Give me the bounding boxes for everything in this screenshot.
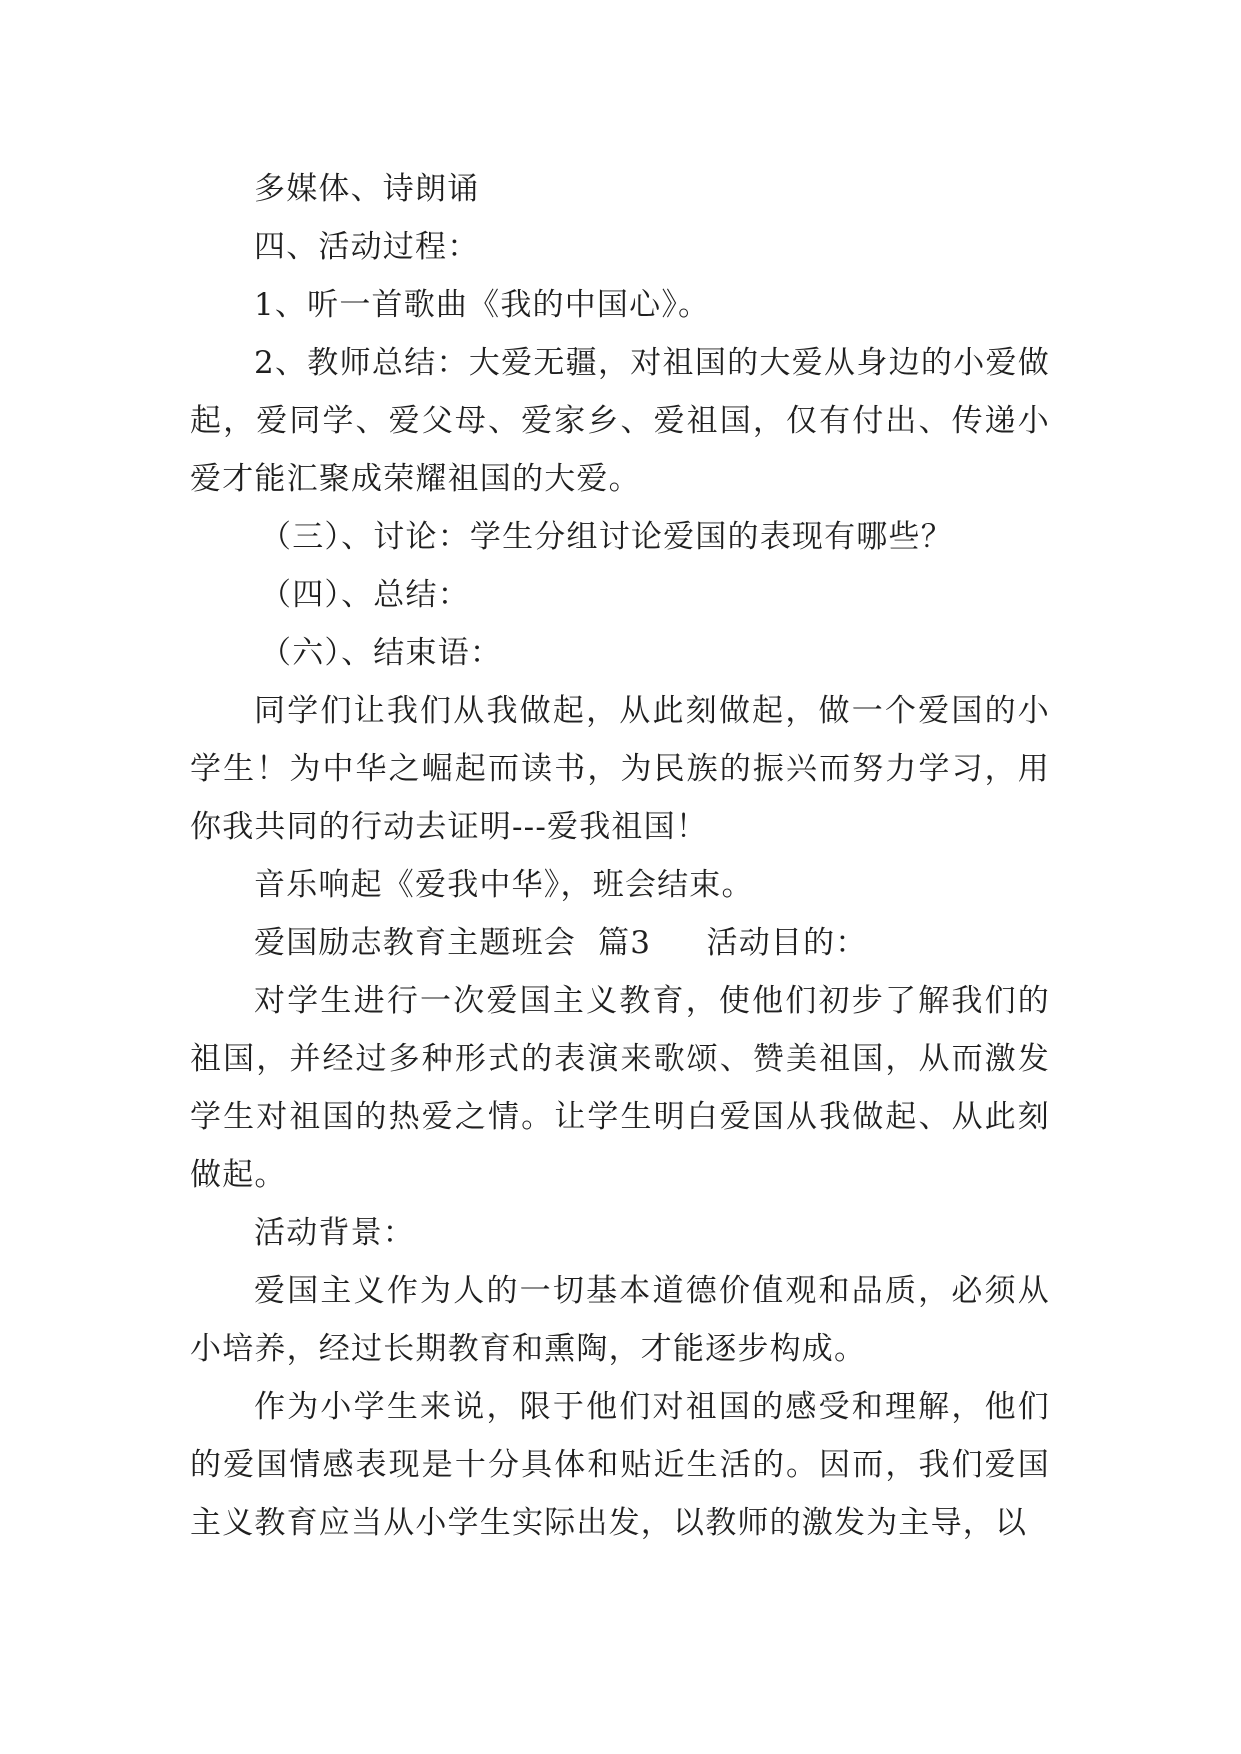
paragraph-discussion: （三）、讨论：学生分组讨论爱国的表现有哪些？ (260, 519, 953, 555)
paragraph-activity-background-heading: 活动背景： (254, 1215, 415, 1251)
paragraph-closing-heading: （六）、结束语： (260, 635, 503, 671)
document-body (190, 160, 1050, 1552)
paragraph-pupil-perspective: 作为小学生来说，限于他们对祖国的感受和理解，他们的爱国情感表现是十分具体和贴近生活的。因而，我们爱国主义教育应当从小学生实际出发，以教师的激发为主导，以 (190, 1389, 1050, 1541)
paragraph-section-3-title: 爱国励志教育主题班会 篇3 活动目的： (254, 925, 868, 961)
paragraph-summary-heading: （四）、总结： (260, 577, 470, 613)
paragraph-step-1: 1、听一首歌曲《我的中国心》。 (254, 287, 711, 323)
paragraph-closing-speech: 同学们让我们从我做起，从此刻做起，做一个爱国的小学生！为中华之崛起而读书，为民族的振兴而努力学习，用你我共同的行动去证明---爱我祖国！ (190, 693, 1050, 845)
paragraph-activity-goal: 对学生进行一次爱国主义教育，使他们初步了解我们的祖国，并经过多种形式的表演来歌颂、赞美祖国，从而激发学生对祖国的热爱之情。让学生明白爱国从我做起、从此刻做起。 (190, 983, 1050, 1193)
paragraph-music-end: 音乐响起《爱我中华》，班会结束。 (254, 867, 754, 903)
paragraph-step-2: 2、教师总结：大爱无疆，对祖国的大爱从身边的小爱做起，爱同学、爱父母、爱家乡、爱祖国，仅有付出、传递小爱才能汇聚成荣耀祖国的大爱。 (190, 345, 1050, 497)
paragraph-patriotism-cultivation: 爱国主义作为人的一切基本道德价值观和品质，必须从小培养，经过长期教育和熏陶，才能逐步构成。 (190, 1273, 1050, 1367)
paragraph-activity-process-heading: 四、活动过程： (254, 229, 480, 265)
paragraph-media: 多媒体、诗朗诵 (254, 171, 480, 207)
